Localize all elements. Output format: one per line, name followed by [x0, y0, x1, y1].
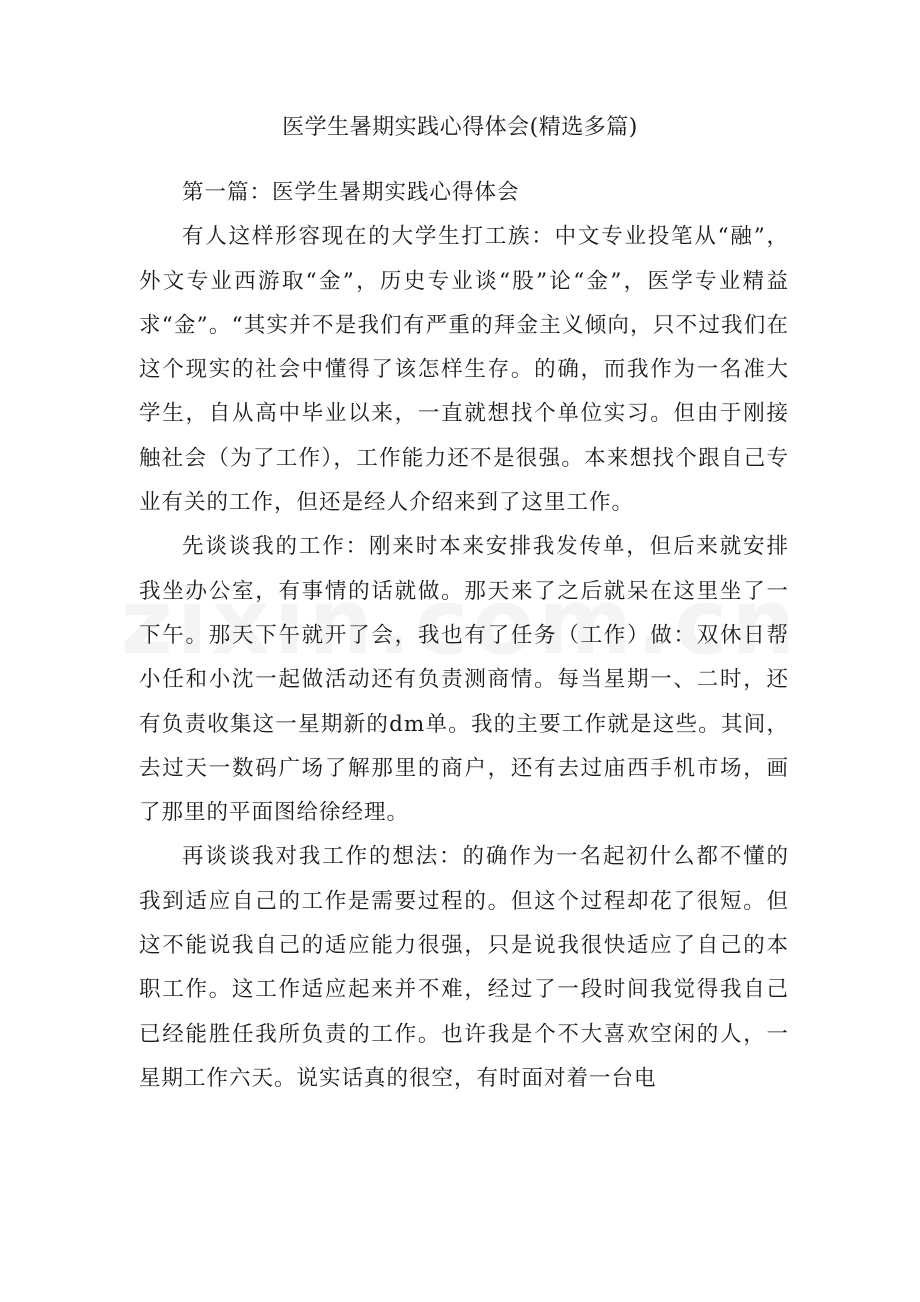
section-heading: 第一篇：医学生暑期实践心得体会 [182, 180, 520, 205]
document-body [139, 171, 789, 1101]
paragraph: 再谈谈我对我工作的想法：的确作为一名起初什么都不懂的我到适应自己的工作是需要过程的。但这个过程却花了很短。但这不能说我自己的适应能力很强，只是说我很快适应了自己的本职工作。这工作适应起来并不难，经过了一段时间我觉得我自己已经能胜任我所负责的工作。也许我是个不大喜欢空闲的人，一星期工作六天。说实话真的很空，有时面对着一台电 [139, 844, 789, 1091]
paragraph: 先谈谈我的工作：刚来时本来安排我发传单，但后来就安排我坐办公室，有事情的话就做。那天来了之后就呆在这里坐了一下午。那天下午就开了会，我也有了任务（工作）做：双休日帮小任和小沈一起做活动还有负责测商情。每当星期一、二时，还有负责收集这一星期新的dm单。我的主要工作就是这些。其间，去过天一数码广场了解那里的商户，还有去过庙西手机市场，画了那里的平面图给徐经理。 [139, 534, 789, 826]
paragraph: 有人这样形容现在的大学生打工族：中文专业投笔从“融”，外文专业西游取“金”，历史专业谈“股”论“金”，医学专业精益求“金”。“其实并不是我们有严重的拜金主义倾向，只不过我们在这个现实的社会中懂得了该怎样生存。的确，而我作为一名准大学生，自从高中毕业以来，一直就想找个单位实习。但由于刚接触社会（为了工作），工作能力还不是很强。本来想找个跟自己专业有关的工作，但还是经人介绍来到了这里工作。 [139, 224, 789, 516]
document-title: 医学生暑期实践心得体会(精选多篇) [282, 115, 638, 140]
